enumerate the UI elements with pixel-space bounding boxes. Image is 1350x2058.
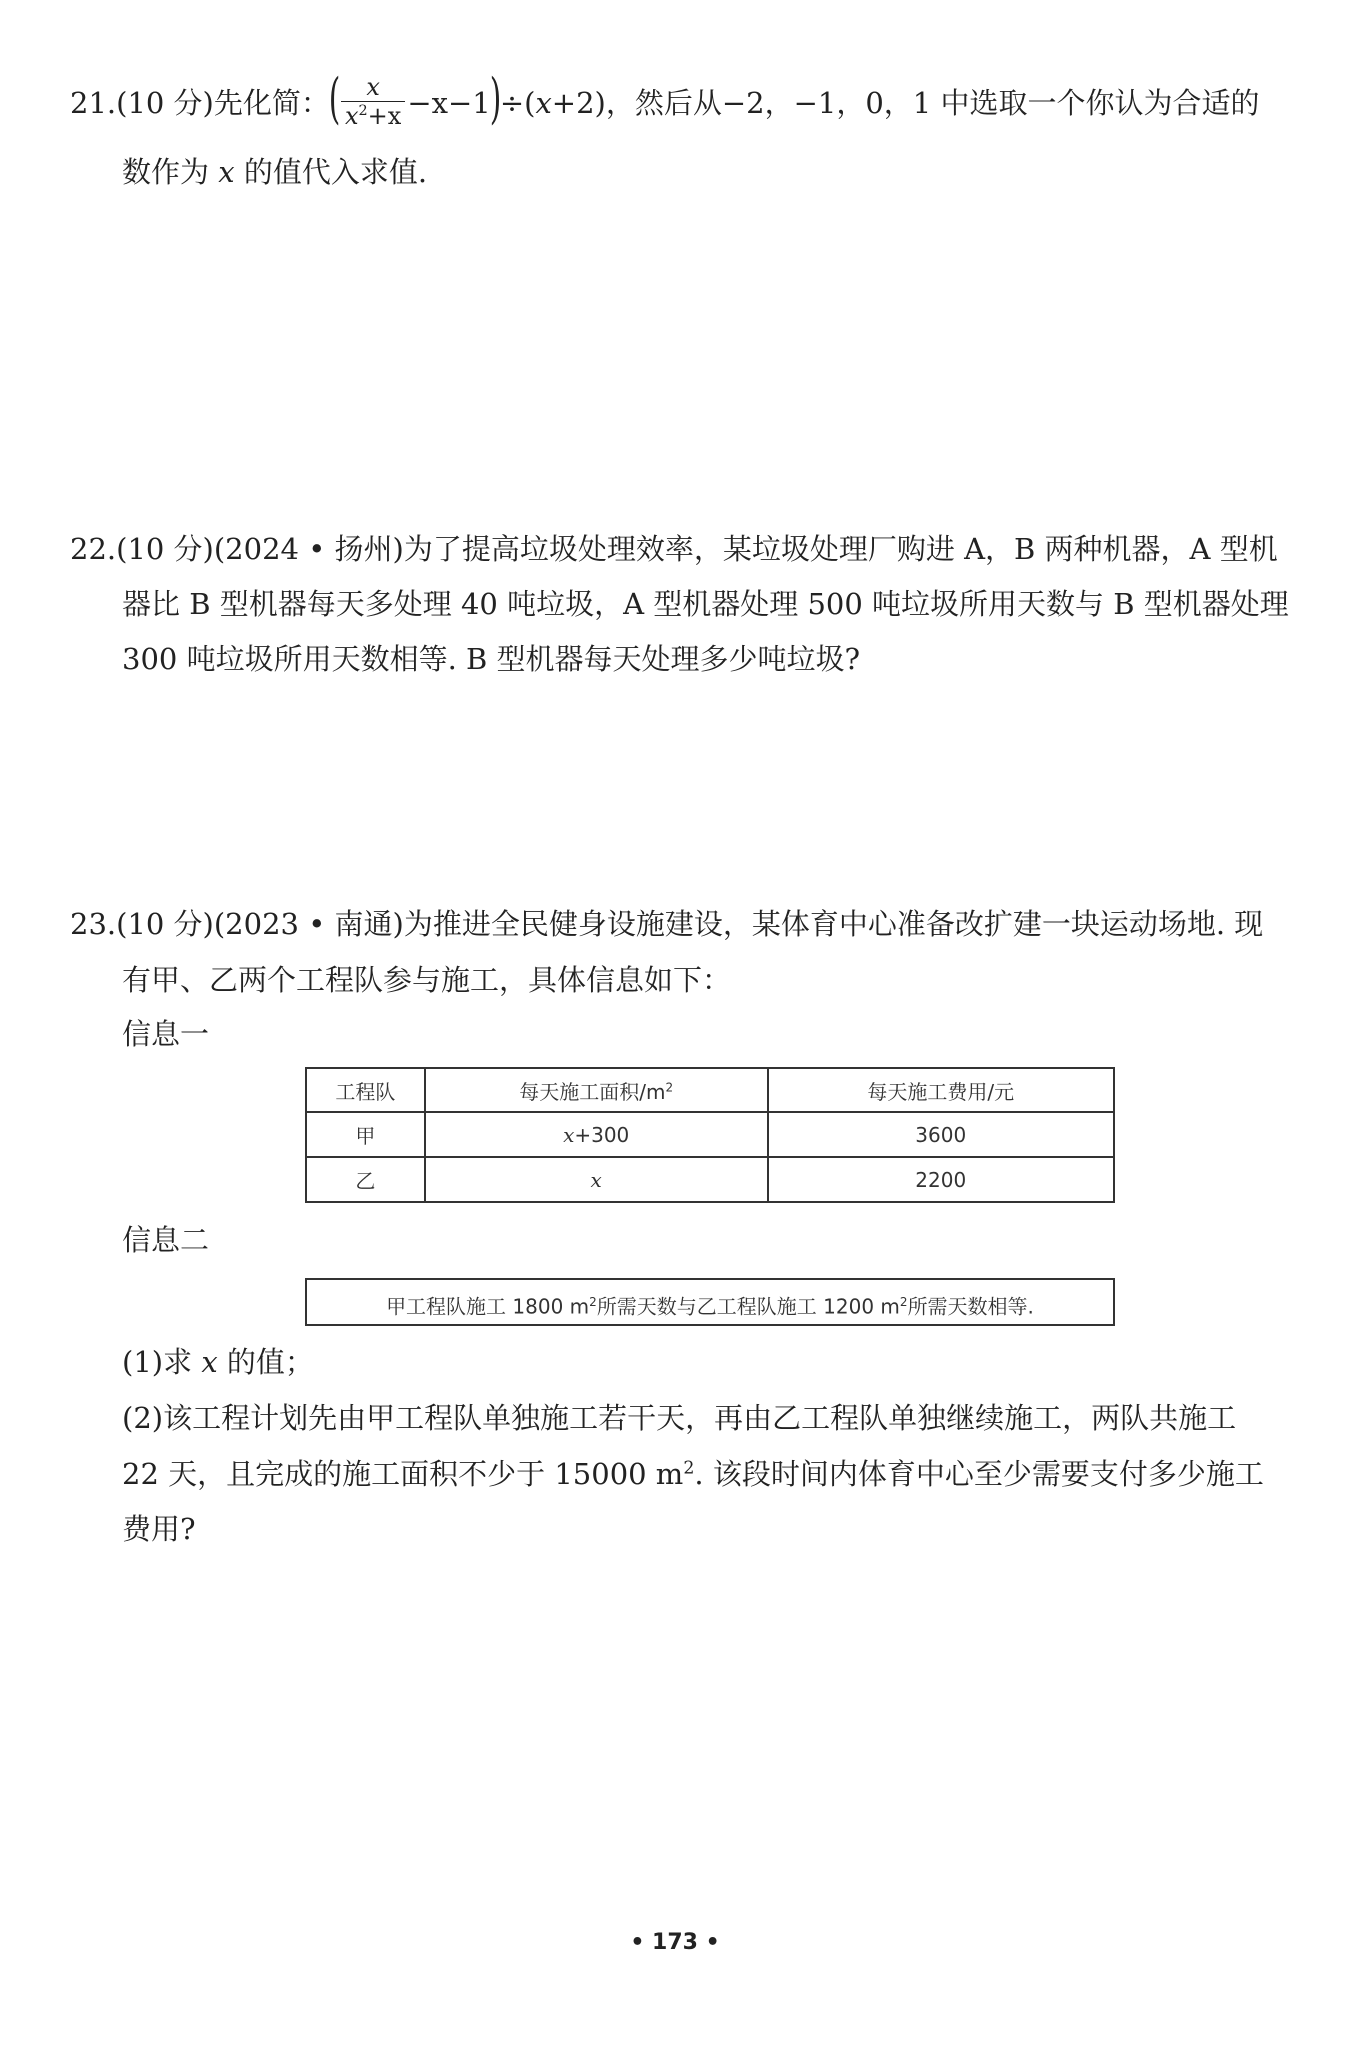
q23-line1 xyxy=(70,907,1264,941)
q22-line2: 器比 B 型机器每天多处理 40 吨垃圾，A 型机器处理 500 吨垃圾所用天数与 B 型机器处理 xyxy=(122,587,1289,621)
q23-line1-text: (10 分)(2023 • 南通)为推进全民健身设施建设，某体育中心准备改扩建一块运动场地. 现 xyxy=(116,907,1264,941)
q21-div-var: x xyxy=(535,86,552,120)
part1-var: x xyxy=(201,1345,218,1379)
info2-sup1: 2 xyxy=(589,1295,597,1309)
fraction xyxy=(341,72,405,130)
row2-team: 乙 xyxy=(306,1157,425,1202)
fraction-denominator xyxy=(341,102,405,128)
q22-line1-text: (10 分)(2024 • 扬州)为了提高垃圾处理效率，某垃圾处理厂购进 A，B 两种机器，A 型机 xyxy=(116,532,1278,566)
header-team: 工程队 xyxy=(306,1068,425,1112)
info1-label: 信息一 xyxy=(122,1017,210,1051)
q21-prefix: 先化简： xyxy=(213,86,330,120)
info2-pre: 甲工程队施工 1800 m xyxy=(386,1294,590,1319)
q22-line1 xyxy=(70,532,1278,566)
q21-line2-var: x xyxy=(218,155,235,189)
den-base: x xyxy=(344,101,359,130)
part2-line2-pre: 22 天，且完成的施工面积不少于 15000 m xyxy=(122,1457,684,1491)
q21-after-frac: −x−1 xyxy=(407,86,491,120)
q23-line2: 有甲、乙两个工程队参与施工，具体信息如下： xyxy=(122,963,732,997)
table-row xyxy=(306,1157,1114,1202)
header-area-text: 每天施工面积/m xyxy=(519,1079,666,1104)
right-paren: ) xyxy=(489,67,502,130)
table-header-row xyxy=(306,1068,1114,1112)
q23-part2-line3: 费用? xyxy=(122,1512,196,1546)
page-number: • 173 • xyxy=(630,1930,720,1955)
info2-label: 信息二 xyxy=(122,1223,210,1257)
q21-number: 21. xyxy=(70,86,117,120)
den-rest: +x xyxy=(367,101,402,130)
q23-part2-line1: (2)该工程计划先由甲工程队单独施工若干天，再由乙工程队单独继续施工，两队共施工 xyxy=(122,1401,1237,1435)
q21-line2-pre: 数作为 xyxy=(122,155,210,189)
row1-area xyxy=(425,1112,768,1157)
header-area xyxy=(425,1068,768,1112)
info2-box xyxy=(305,1278,1115,1326)
den-exponent: 2 xyxy=(358,102,368,119)
q21-score: (10 分) xyxy=(116,86,214,120)
left-paren: ( xyxy=(328,67,341,130)
row2-area xyxy=(425,1157,768,1202)
q21-line2-post: 的值代入求值. xyxy=(243,155,428,189)
row2-cost: 2200 xyxy=(768,1157,1114,1202)
part2-line2-sup: 2 xyxy=(683,1458,695,1479)
q23-part1 xyxy=(122,1345,314,1379)
row1-cost: 3600 xyxy=(768,1112,1114,1157)
info2-mid: 所需天数与乙工程队施工 1200 m xyxy=(596,1294,900,1319)
q23-part2-line2 xyxy=(122,1457,1264,1491)
header-cost: 每天施工费用/元 xyxy=(768,1068,1114,1112)
part1-post: 的值； xyxy=(226,1345,314,1379)
q22-line3: 300 吨垃圾所用天数相等. B 型机器每天处理多少吨垃圾? xyxy=(122,642,861,676)
q21-div-rest: +2)，然后从−2，−1，0，1 中选取一个你认为合适的 xyxy=(551,86,1260,120)
q22-number: 22. xyxy=(70,532,117,566)
q21-line2 xyxy=(122,155,428,189)
part1-pre: (1)求 xyxy=(122,1345,193,1379)
info-table xyxy=(305,1067,1115,1203)
header-area-sup: 2 xyxy=(665,1079,674,1094)
info2-post: 所需天数相等. xyxy=(907,1294,1034,1319)
row1-team: 甲 xyxy=(306,1112,425,1157)
row1-area-rest: +300 xyxy=(574,1122,630,1147)
row1-area-var: x xyxy=(563,1122,575,1147)
q21-divide: ÷( xyxy=(499,86,536,120)
table-row xyxy=(306,1112,1114,1157)
q23-number: 23. xyxy=(70,907,117,941)
fraction-numerator: x xyxy=(341,75,405,102)
q21-line1 xyxy=(70,67,1260,132)
part2-line2-post: . 该段时间内体育中心至少需要支付多少施工 xyxy=(694,1457,1264,1491)
info2-sup2: 2 xyxy=(899,1295,908,1309)
row2-area-var: x xyxy=(590,1167,602,1192)
